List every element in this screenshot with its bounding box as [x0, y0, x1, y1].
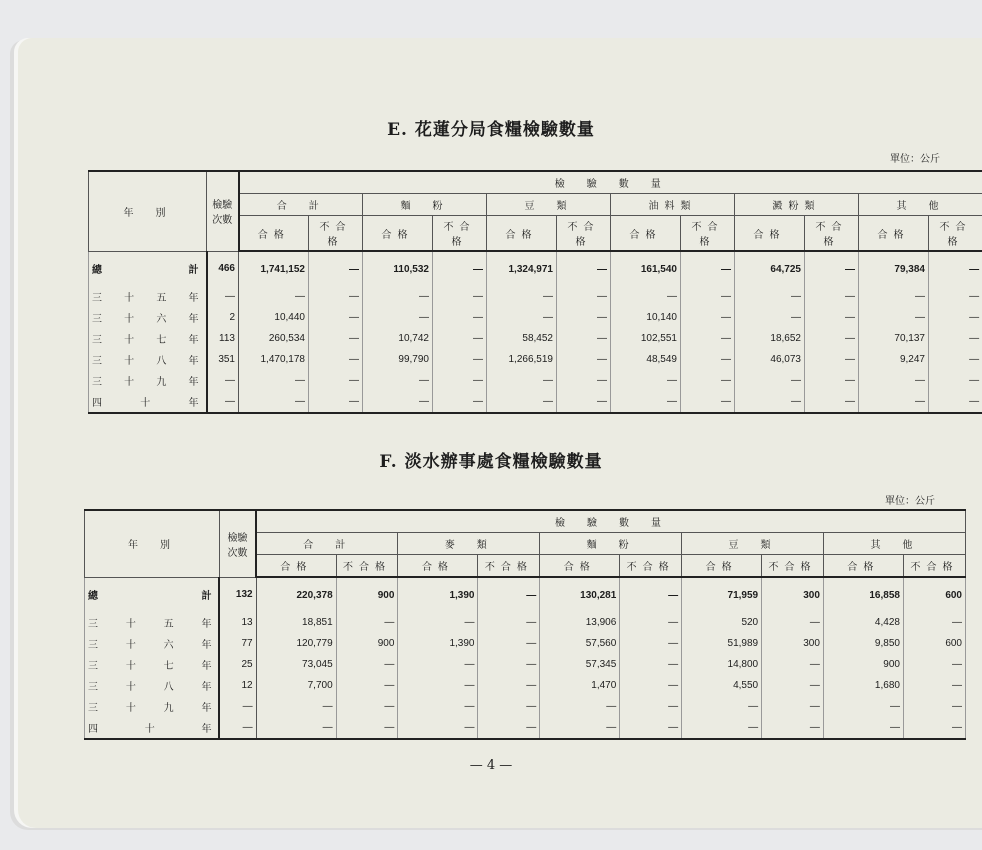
pass-value: —: [487, 370, 557, 391]
pass-value: 10,742: [363, 328, 433, 349]
fail-value: —: [903, 696, 965, 717]
pass-header: 合格: [398, 555, 478, 578]
fail-header: 不合格: [557, 216, 611, 252]
fail-value: —: [433, 370, 487, 391]
pass-value: —: [859, 391, 929, 413]
pass-value: —: [398, 696, 478, 717]
fail-value: —: [805, 370, 859, 391]
fail-value: —: [478, 633, 540, 654]
fail-header: 不合格: [929, 216, 982, 252]
fail-value: —: [929, 328, 982, 349]
pass-value: 7,700: [256, 675, 336, 696]
row-year: 三十六年: [89, 307, 207, 328]
fail-value: —: [336, 612, 398, 633]
pass-value: 260,534: [239, 328, 309, 349]
group-header: 合 計: [256, 533, 398, 555]
table-row: [89, 370, 982, 391]
table-row: [85, 675, 966, 696]
fail-value: —: [620, 696, 682, 717]
fail-value: —: [805, 307, 859, 328]
group-header: 麵 粉: [363, 194, 487, 216]
row-year: 總計: [85, 577, 220, 612]
fail-value: —: [557, 286, 611, 307]
fail-value: —: [929, 251, 982, 286]
group-header: 麥 類: [398, 533, 540, 555]
pass-value: 71,959: [682, 577, 762, 612]
fail-value: —: [929, 286, 982, 307]
pass-value: 70,137: [859, 328, 929, 349]
pass-value: 220,378: [256, 577, 336, 612]
pass-value: 110,532: [363, 251, 433, 286]
pass-value: —: [256, 717, 336, 739]
fail-value: —: [309, 286, 363, 307]
fail-value: 600: [903, 633, 965, 654]
row-year: 三十七年: [89, 328, 207, 349]
fail-value: —: [478, 717, 540, 739]
fail-value: —: [805, 328, 859, 349]
row-year: 三十五年: [89, 286, 207, 307]
inspection-count: 13: [219, 612, 256, 633]
fail-header: 不合格: [433, 216, 487, 252]
pass-value: 13,906: [540, 612, 620, 633]
fail-value: —: [557, 370, 611, 391]
fail-value: —: [681, 349, 735, 370]
page-number: — 4 —: [469, 758, 513, 773]
fail-value: —: [433, 251, 487, 286]
pass-value: 99,790: [363, 349, 433, 370]
pass-value: 4,550: [682, 675, 762, 696]
fail-value: —: [336, 654, 398, 675]
pass-value: 520: [682, 612, 762, 633]
fail-value: 300: [762, 633, 824, 654]
year-header: 年 別: [89, 171, 207, 251]
fail-header: 不合格: [903, 555, 965, 578]
fail-value: —: [903, 717, 965, 739]
pass-value: 51,989: [682, 633, 762, 654]
table-f: [84, 509, 966, 740]
pass-value: 10,140: [611, 307, 681, 328]
pass-value: 9,850: [823, 633, 903, 654]
pass-header: 合格: [540, 555, 620, 578]
fail-value: —: [336, 717, 398, 739]
pass-value: 1,266,519: [487, 349, 557, 370]
fail-value: —: [929, 307, 982, 328]
pass-value: —: [540, 717, 620, 739]
fail-value: —: [805, 391, 859, 413]
fail-value: —: [903, 654, 965, 675]
table-row: [85, 696, 966, 717]
group-header: 油料類: [611, 194, 735, 216]
row-year: 四十年: [89, 391, 207, 413]
pass-value: —: [363, 391, 433, 413]
fail-value: —: [762, 675, 824, 696]
inspection-count: 351: [207, 349, 239, 370]
pass-value: 18,851: [256, 612, 336, 633]
row-year: 三十九年: [89, 370, 207, 391]
inspection-count: 77: [219, 633, 256, 654]
group-header: 麵 粉: [540, 533, 682, 555]
pass-value: —: [363, 307, 433, 328]
fail-value: —: [557, 328, 611, 349]
pass-value: —: [859, 307, 929, 328]
table-row: [89, 391, 982, 413]
pass-header: 合格: [859, 216, 929, 252]
inspection-count: —: [219, 717, 256, 739]
pass-header: 合格: [256, 555, 336, 578]
inspection-count: 132: [219, 577, 256, 612]
pass-value: 130,281: [540, 577, 620, 612]
fail-value: 600: [903, 577, 965, 612]
fail-value: 900: [336, 633, 398, 654]
fail-value: —: [620, 612, 682, 633]
pass-header: 合格: [239, 216, 309, 252]
fail-value: —: [557, 391, 611, 413]
inspection-count: 466: [207, 251, 239, 286]
row-year: 四十年: [85, 717, 220, 739]
table-row: [89, 286, 982, 307]
fail-value: —: [336, 675, 398, 696]
pass-value: —: [735, 307, 805, 328]
table-row: [85, 577, 966, 612]
table-row: [85, 633, 966, 654]
fail-value: —: [557, 349, 611, 370]
pass-header: 合格: [487, 216, 557, 252]
pass-header: 合格: [735, 216, 805, 252]
pass-value: 120,779: [256, 633, 336, 654]
pass-value: 18,652: [735, 328, 805, 349]
fail-value: —: [309, 349, 363, 370]
pass-value: 161,540: [611, 251, 681, 286]
fail-value: —: [620, 717, 682, 739]
table-e: [88, 170, 982, 414]
pass-header: 合格: [363, 216, 433, 252]
fail-value: —: [681, 307, 735, 328]
fail-value: —: [478, 675, 540, 696]
table-row: [89, 328, 982, 349]
pass-value: —: [487, 286, 557, 307]
fail-value: —: [309, 370, 363, 391]
inspection-count: 12: [219, 675, 256, 696]
pass-value: 16,858: [823, 577, 903, 612]
fail-value: 900: [336, 577, 398, 612]
pass-value: —: [682, 696, 762, 717]
fail-value: —: [929, 370, 982, 391]
fail-header: 不合格: [805, 216, 859, 252]
group-header: 澱粉類: [735, 194, 859, 216]
fail-value: 300: [762, 577, 824, 612]
fail-value: —: [681, 370, 735, 391]
fail-value: —: [903, 612, 965, 633]
pass-value: 1,680: [823, 675, 903, 696]
pass-value: —: [398, 612, 478, 633]
row-year: 三十八年: [85, 675, 220, 696]
pass-value: 46,073: [735, 349, 805, 370]
fail-value: —: [309, 251, 363, 286]
pass-value: —: [735, 286, 805, 307]
year-header: 年 別: [85, 510, 220, 577]
pass-value: 73,045: [256, 654, 336, 675]
pass-value: —: [239, 286, 309, 307]
fail-value: —: [478, 612, 540, 633]
fail-header: 不合格: [681, 216, 735, 252]
table-row: [89, 307, 982, 328]
fail-value: —: [620, 577, 682, 612]
table-e-title: E. 花蓮分局食糧檢驗數量: [387, 120, 595, 140]
pass-value: 58,452: [487, 328, 557, 349]
group-header: 合 計: [239, 194, 363, 216]
main-group-header: 檢 驗 數 量: [239, 171, 982, 194]
pass-value: —: [398, 675, 478, 696]
fail-value: —: [762, 612, 824, 633]
row-year: 三十六年: [85, 633, 220, 654]
pass-header: 合格: [611, 216, 681, 252]
fail-value: —: [478, 577, 540, 612]
pass-value: —: [859, 286, 929, 307]
table-row: [89, 349, 982, 370]
pass-value: 102,551: [611, 328, 681, 349]
pass-value: 9,247: [859, 349, 929, 370]
inspection-count: 25: [219, 654, 256, 675]
pass-value: 79,384: [859, 251, 929, 286]
fail-header: 不合格: [620, 555, 682, 578]
pass-value: —: [859, 370, 929, 391]
fail-value: —: [309, 328, 363, 349]
pass-value: 1,390: [398, 577, 478, 612]
pass-value: —: [363, 370, 433, 391]
table-f-unit: 單位：公斤: [885, 496, 935, 507]
pass-value: —: [611, 370, 681, 391]
pass-value: 1,741,152: [239, 251, 309, 286]
pass-value: 57,345: [540, 654, 620, 675]
main-group-header: 檢 驗 數 量: [256, 510, 965, 533]
fail-value: —: [433, 391, 487, 413]
fail-value: —: [762, 717, 824, 739]
fail-value: —: [433, 328, 487, 349]
fail-value: —: [762, 696, 824, 717]
inspection-count: —: [207, 370, 239, 391]
fail-value: —: [433, 286, 487, 307]
fail-value: —: [478, 654, 540, 675]
row-year: 總計: [89, 251, 207, 286]
table-e-unit: 單位：公斤: [890, 154, 940, 165]
fail-value: —: [681, 391, 735, 413]
pass-value: —: [398, 717, 478, 739]
group-header: 其 他: [859, 194, 982, 216]
table-row: [85, 717, 966, 739]
pass-value: 1,390: [398, 633, 478, 654]
table-row: [89, 251, 982, 286]
pass-value: —: [487, 307, 557, 328]
pass-value: 48,549: [611, 349, 681, 370]
pass-value: 64,725: [735, 251, 805, 286]
pass-value: —: [823, 696, 903, 717]
fail-value: —: [557, 307, 611, 328]
row-year: 三十五年: [85, 612, 220, 633]
pass-value: —: [735, 370, 805, 391]
pass-value: —: [611, 391, 681, 413]
fail-value: —: [309, 307, 363, 328]
count-header: 檢驗次數: [207, 171, 239, 251]
pass-value: —: [735, 391, 805, 413]
fail-value: —: [433, 349, 487, 370]
pass-value: —: [256, 696, 336, 717]
fail-value: —: [805, 251, 859, 286]
fail-value: —: [336, 696, 398, 717]
fail-value: —: [681, 251, 735, 286]
pass-value: 1,470: [540, 675, 620, 696]
pass-value: —: [487, 391, 557, 413]
pass-value: 57,560: [540, 633, 620, 654]
fail-value: —: [929, 391, 982, 413]
pass-value: 1,324,971: [487, 251, 557, 286]
pass-header: 合格: [823, 555, 903, 578]
fail-value: —: [557, 251, 611, 286]
fail-value: —: [762, 654, 824, 675]
fail-value: —: [681, 286, 735, 307]
fail-value: —: [620, 675, 682, 696]
fail-value: —: [903, 675, 965, 696]
pass-value: —: [239, 370, 309, 391]
table-row: [85, 654, 966, 675]
fail-value: —: [309, 391, 363, 413]
fail-header: 不合格: [309, 216, 363, 252]
inspection-count: 2: [207, 307, 239, 328]
inspection-count: —: [219, 696, 256, 717]
fail-header: 不合格: [336, 555, 398, 578]
pass-value: 900: [823, 654, 903, 675]
pass-value: —: [611, 286, 681, 307]
pass-value: 14,800: [682, 654, 762, 675]
fail-value: —: [929, 349, 982, 370]
fail-value: —: [620, 654, 682, 675]
pass-value: —: [682, 717, 762, 739]
pass-value: 4,428: [823, 612, 903, 633]
pass-value: —: [823, 717, 903, 739]
fail-header: 不合格: [478, 555, 540, 578]
pass-value: —: [239, 391, 309, 413]
table-f-title: F. 淡水辦事處食糧檢驗數量: [379, 452, 603, 472]
fail-value: —: [805, 286, 859, 307]
fail-header: 不合格: [762, 555, 824, 578]
fail-value: —: [433, 307, 487, 328]
count-header: 檢驗次數: [219, 510, 256, 577]
row-year: 三十九年: [85, 696, 220, 717]
fail-value: —: [478, 696, 540, 717]
group-header: 豆 類: [487, 194, 611, 216]
table-row: [85, 612, 966, 633]
pass-value: —: [540, 696, 620, 717]
group-header: 其 他: [823, 533, 965, 555]
pass-value: 10,440: [239, 307, 309, 328]
pass-header: 合格: [682, 555, 762, 578]
pass-value: 1,470,178: [239, 349, 309, 370]
row-year: 三十八年: [89, 349, 207, 370]
inspection-count: 113: [207, 328, 239, 349]
inspection-count: —: [207, 286, 239, 307]
pass-value: —: [363, 286, 433, 307]
group-header: 豆 類: [682, 533, 824, 555]
fail-value: —: [805, 349, 859, 370]
fail-value: —: [681, 328, 735, 349]
pass-value: —: [398, 654, 478, 675]
inspection-count: —: [207, 391, 239, 413]
fail-value: —: [620, 633, 682, 654]
row-year: 三十七年: [85, 654, 220, 675]
